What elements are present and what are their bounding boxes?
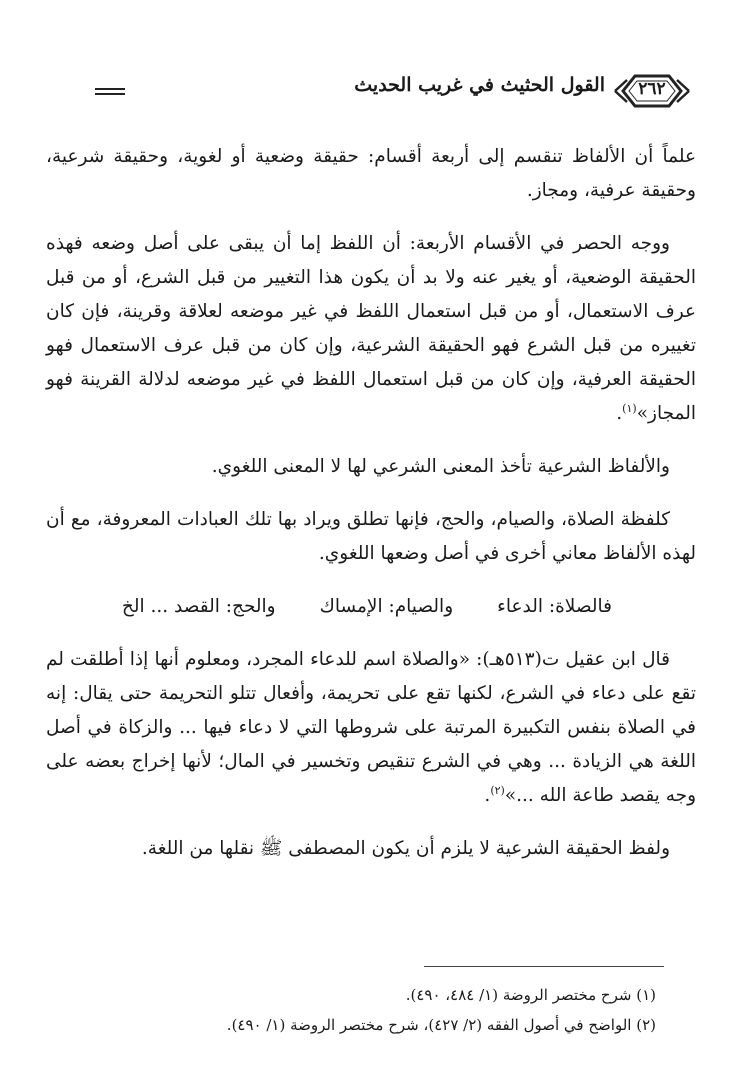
paragraph: [46, 227, 696, 431]
footnote: (٢) الواضح في أصول الفقه (٢/ ٤٢٧)، شرح مختصر الروضة (١/ ٤٩٠).: [226, 1016, 656, 1034]
paragraph-end: .: [484, 785, 491, 806]
paragraph: علماً أن الألفاظ تنقسم إلى أربعة أقسام: حقيقة وضعية أو لغوية، وحقيقة شرعية، وحقيقة عرفية، ومجاز.: [46, 146, 696, 201]
paragraph-text: ووجه الحصر في الأقسام الأربعة: أن اللفظ إما أن يبقى على أصل وضعه فهذه الحقيقة الوضعية، أو يغير عنه ولا بد أن يكون هذا التغيير من قبل الشرع، أو من قبل عرف الاستعمال، أو من قبل استعمال اللفظ في غير موضعه لعلاقة وقرينة، فإن كان تغييره من قبل الشرع فهو الحقيقة الشرعية، وإن كان من قبل عرف الاستعمال فهو الحقيقة العرفية، وإن كان من قبل استعمال اللفظ في غير موضعه لدلالة القرينة فهو المجاز»: [46, 233, 696, 424]
page-number: ٢٦٢: [638, 79, 666, 99]
gloss-line: [46, 590, 696, 624]
gloss-item: والحج: القصد ... الخ: [121, 596, 276, 617]
book-title: القول الحثيث في غريب الحديث: [354, 74, 605, 96]
main-text: [46, 140, 696, 885]
running-header: [95, 72, 691, 112]
paragraph: والألفاظ الشرعية تأخذ المعنى الشرعي لها لا المعنى اللغوي.: [211, 456, 670, 477]
gloss-item: فالصلاة: الدعاء: [497, 596, 612, 617]
footnotes: [76, 980, 656, 1040]
footnote-separator: [424, 966, 664, 967]
paragraph-end: .: [616, 403, 623, 424]
footnote-ref: (٢): [490, 783, 505, 797]
paragraph: [46, 643, 696, 813]
footnote-ref: (١): [622, 401, 637, 415]
page-number-badge: [613, 72, 691, 110]
footnote: (١) شرح مختصر الروضة (١/ ٤٨٤، ٤٩٠).: [405, 986, 656, 1004]
header-rule: [95, 88, 125, 90]
header-rule: [95, 93, 125, 95]
paragraph: كلفظة الصلاة، والصيام، والحج، فإنها تطلق ويراد بها تلك العبادات المعروفة، مع أن لهذه الألفاظ معاني أخرى في أصل وضعها اللغوي.: [46, 509, 696, 564]
paragraph: ولفظ الحقيقة الشرعية لا يلزم أن يكون المصطفى ﷺ نقلها من اللغة.: [141, 838, 670, 859]
paragraph-text: قال ابن عقيل ت(٥١٣هـ): «والصلاة اسم للدعاء المجرد، ومعلوم أنها إذا أطلقت لم تقع على دعاء في الشرع، لكنها تقع على تحريمة، وأفعال تتلو التحريمة حتى يقال: إنه في الصلاة بنفس التكبيرة المرتبة على شروطها التي لا دعاء فيها ... والزكاة في أصل اللغة هي الزيادة ... وهي في الشرع تنقيص وتخسير في المال؛ لأنها إخراج بعضه على وجه يقصد طاعة الله ...»: [46, 649, 696, 806]
gloss-item: والصيام: الإمساك: [319, 596, 454, 617]
